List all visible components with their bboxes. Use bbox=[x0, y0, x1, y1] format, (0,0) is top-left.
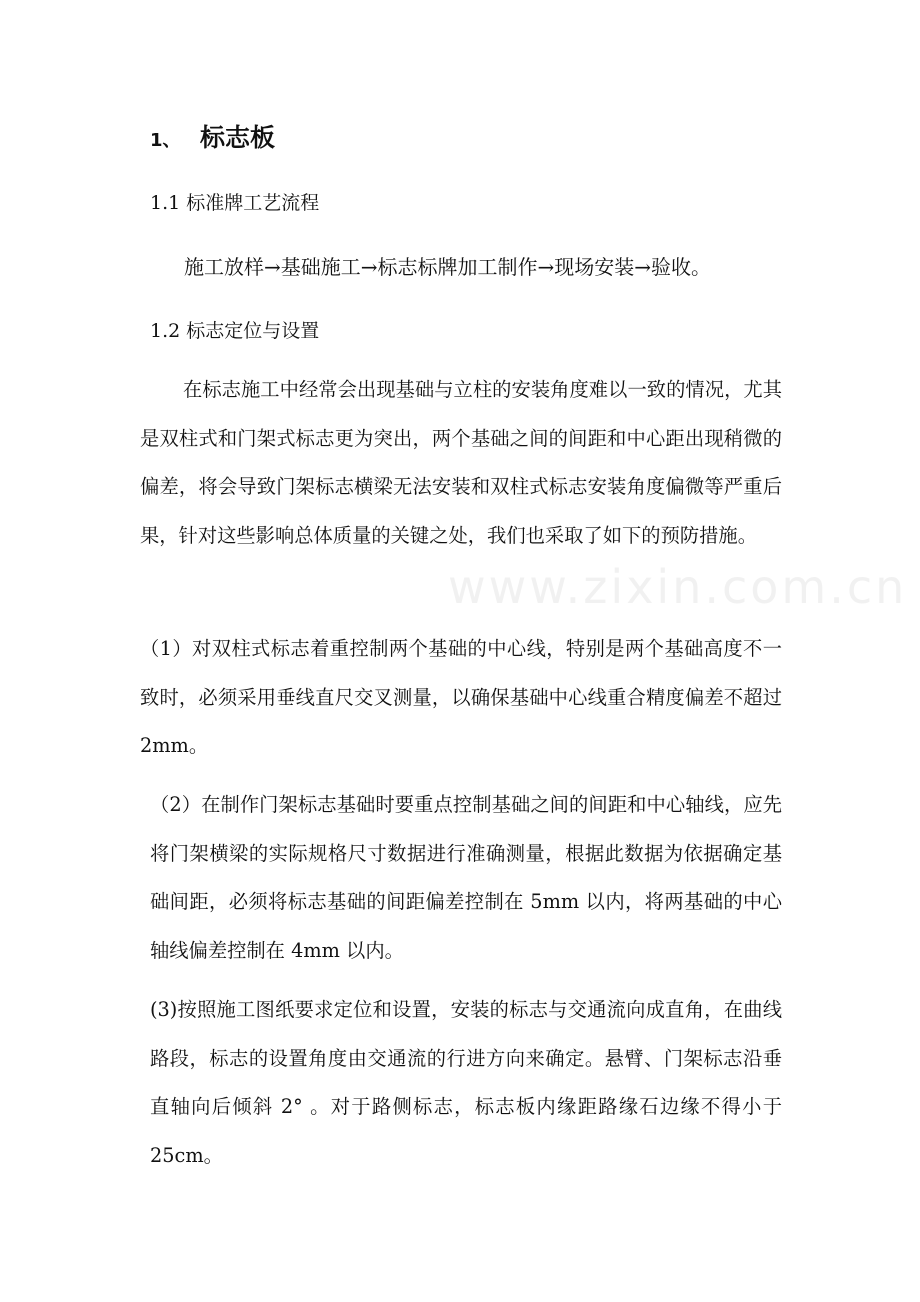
intro-paragraph: 在标志施工中经常会出现基础与立柱的安装角度难以一致的情况，尤其是双柱式和门架式标志更为突出，两个基础之间的间距和中心距出现稍微的偏差，将会导致门架标志横梁无法安装和双柱式标志安装角度偏微等严重后果，针对这些影响总体质量的关键之处，我们也采取了如下的预防措施。 bbox=[140, 378, 782, 547]
measure-item-1: （1）对双柱式标志着重控制两个基础的中心线，特别是两个基础高度不一致时，必须采用垂线直尺交叉测量，以确保基础中心线重合精度偏差不超过 2mm。 bbox=[140, 637, 782, 757]
subsection-title-1-2: 1.2 标志定位与设置 bbox=[150, 320, 320, 342]
subsection-title-1-1: 1.1 标准牌工艺流程 bbox=[150, 192, 320, 214]
watermark: www.zixin.com.cn bbox=[448, 560, 908, 614]
heading-number: 1、 bbox=[150, 130, 181, 151]
measure-item-3: (3)按照施工图纸要求定位和设置，安装的标志与交通流向成直角，在曲线路段，标志的设置角度由交通流的行进方向来确定。悬臂、门架标志沿垂直轴向后倾斜 2° 。对于路侧标志，标志板内缘距路缘石边缘不得小于 25cm。 bbox=[150, 998, 782, 1167]
heading-title: 标志板 bbox=[200, 123, 276, 152]
process-flow-text: 施工放样→基础施工→标志标牌加工制作→现场安装→验收。 bbox=[184, 255, 712, 279]
section-heading bbox=[150, 118, 275, 154]
measure-item-2: （2）在制作门架标志基础时要重点控制基础之间的间距和中心轴线，应先将门架横梁的实际规格尺寸数据进行准确测量，根据此数据为依据确定基础间距，必须将标志基础的间距偏差控制在 5mm 以内，将两基础的中心轴线偏差控制在 4mm 以内。 bbox=[150, 793, 782, 962]
